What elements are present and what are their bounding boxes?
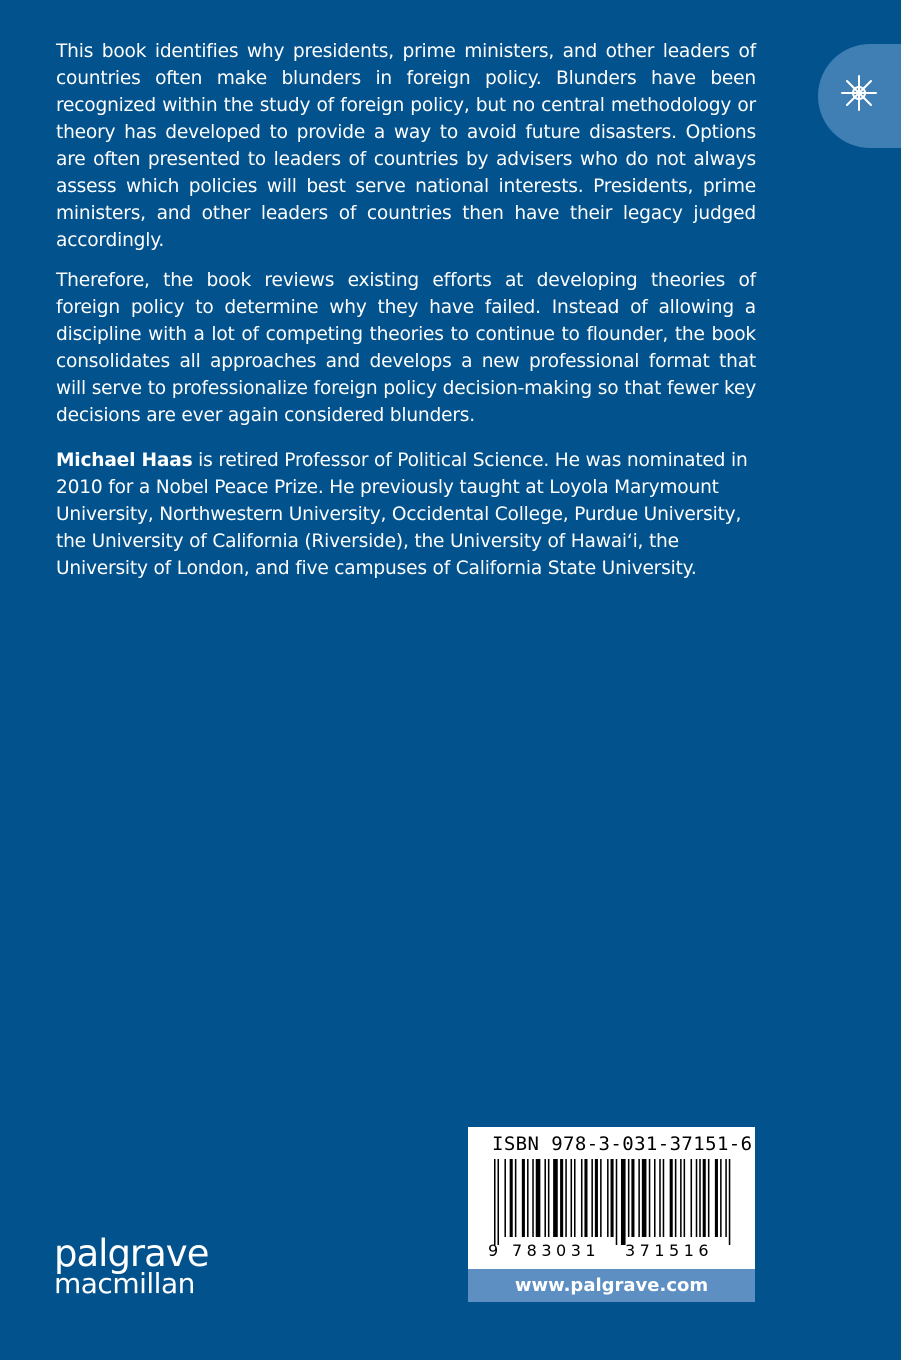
barcode-bar	[584, 1159, 587, 1237]
barcode-bar	[715, 1159, 718, 1237]
barcode-bar	[649, 1159, 651, 1237]
barcode-bar	[522, 1159, 525, 1237]
barcode-digit-group-1: 783031	[512, 1241, 601, 1260]
barcode-bar	[696, 1159, 698, 1237]
barcode-bar	[725, 1159, 727, 1237]
publisher-icon-tab	[818, 44, 901, 148]
barcode-bar	[581, 1159, 583, 1237]
barcode-bar	[691, 1159, 693, 1237]
barcode-bar	[515, 1159, 517, 1237]
barcode-bar	[720, 1159, 722, 1237]
barcode-bar	[510, 1159, 513, 1237]
barcode-bar	[565, 1159, 567, 1237]
barcode-bar	[703, 1159, 706, 1237]
barcode-bar	[675, 1159, 677, 1237]
barcode-bar	[527, 1159, 529, 1237]
barcode-bar	[708, 1159, 710, 1237]
barcode-bar	[663, 1159, 665, 1237]
barcode-bar	[591, 1159, 593, 1237]
back-cover-blurb	[56, 38, 756, 595]
barcode-bar	[659, 1159, 661, 1237]
publisher-url: www.palgrave.com	[468, 1269, 755, 1302]
isbn-barcode	[468, 1127, 755, 1269]
barcode-bar	[600, 1159, 602, 1237]
barcode-digit-group-2: 371516	[625, 1241, 714, 1260]
barcode-bar	[536, 1159, 541, 1237]
isbn-label: ISBN 978-3-031-37151-6	[492, 1133, 753, 1155]
barcode-bar	[680, 1159, 682, 1237]
barcode-digit-first: 9	[488, 1241, 499, 1260]
barcode-bar	[670, 1159, 673, 1237]
barcode-bar	[611, 1159, 614, 1237]
barcode-bar	[553, 1159, 558, 1237]
barcode-bar	[631, 1159, 634, 1237]
barcode-bar	[699, 1159, 701, 1237]
barcode-bar	[504, 1159, 506, 1237]
barcode-bar	[616, 1159, 618, 1245]
author-name: Michael Haas	[56, 450, 193, 471]
barcode-bar	[560, 1159, 563, 1237]
barcode-bar	[571, 1159, 573, 1237]
barcode-bar	[574, 1159, 576, 1237]
palgrave-asterisk-icon	[840, 74, 878, 112]
barcode-bar	[638, 1159, 640, 1237]
author-bio	[56, 447, 756, 582]
barcode-bar	[595, 1159, 598, 1237]
barcode-bar	[729, 1159, 731, 1245]
barcode-bars	[490, 1157, 740, 1247]
barcode-bar	[621, 1159, 626, 1245]
palgrave-macmillan-logo: palgrave macmillan	[54, 1232, 209, 1300]
blurb-paragraph-1: This book identifies why presidents, prime ministers, and other leaders of countries often make blunders in foreign policy. Blunders have been recognized within the study of foreign policy, but no central methodology or theory has developed to provide a way to avoid future disasters. Options are often presented to leaders of countries by advisers who do not always assess which policies will best serve national interests. Presidents, prime ministers, and other leaders of countries then have their legacy judged accordingly.	[56, 41, 756, 251]
barcode-bar	[607, 1159, 609, 1237]
barcode-bar	[497, 1159, 499, 1245]
barcode-bar	[544, 1159, 546, 1237]
barcode-bar	[532, 1159, 534, 1237]
barcode-bar	[494, 1159, 496, 1245]
barcode-bar	[684, 1159, 686, 1237]
barcode-bar	[628, 1159, 630, 1237]
barcode-bar	[642, 1159, 647, 1237]
barcode-bar	[654, 1159, 656, 1237]
author-bio-text: is retired Professor of Political Science. He was nominated in 2010 for a Nobel Peace Prize. He previously taught at Loyola Marymount University, Northwestern University, Occidental College, Purdue University, the University of California (Riverside), the University of Hawaiʻi, the University of London, and five campuses of California State University.	[56, 450, 748, 579]
barcode-bar	[548, 1159, 550, 1237]
blurb-paragraph-2: Therefore, the book reviews existing efforts at developing theories of foreign policy to determine why they have failed. Instead of allowing a discipline with a lot of competing theories to continue to flounder, the book consolidates all approaches and develops a new professional format that will serve to professionalize foreign policy decision-making so that fewer key decisions are ever again considered blunders.	[56, 270, 756, 426]
